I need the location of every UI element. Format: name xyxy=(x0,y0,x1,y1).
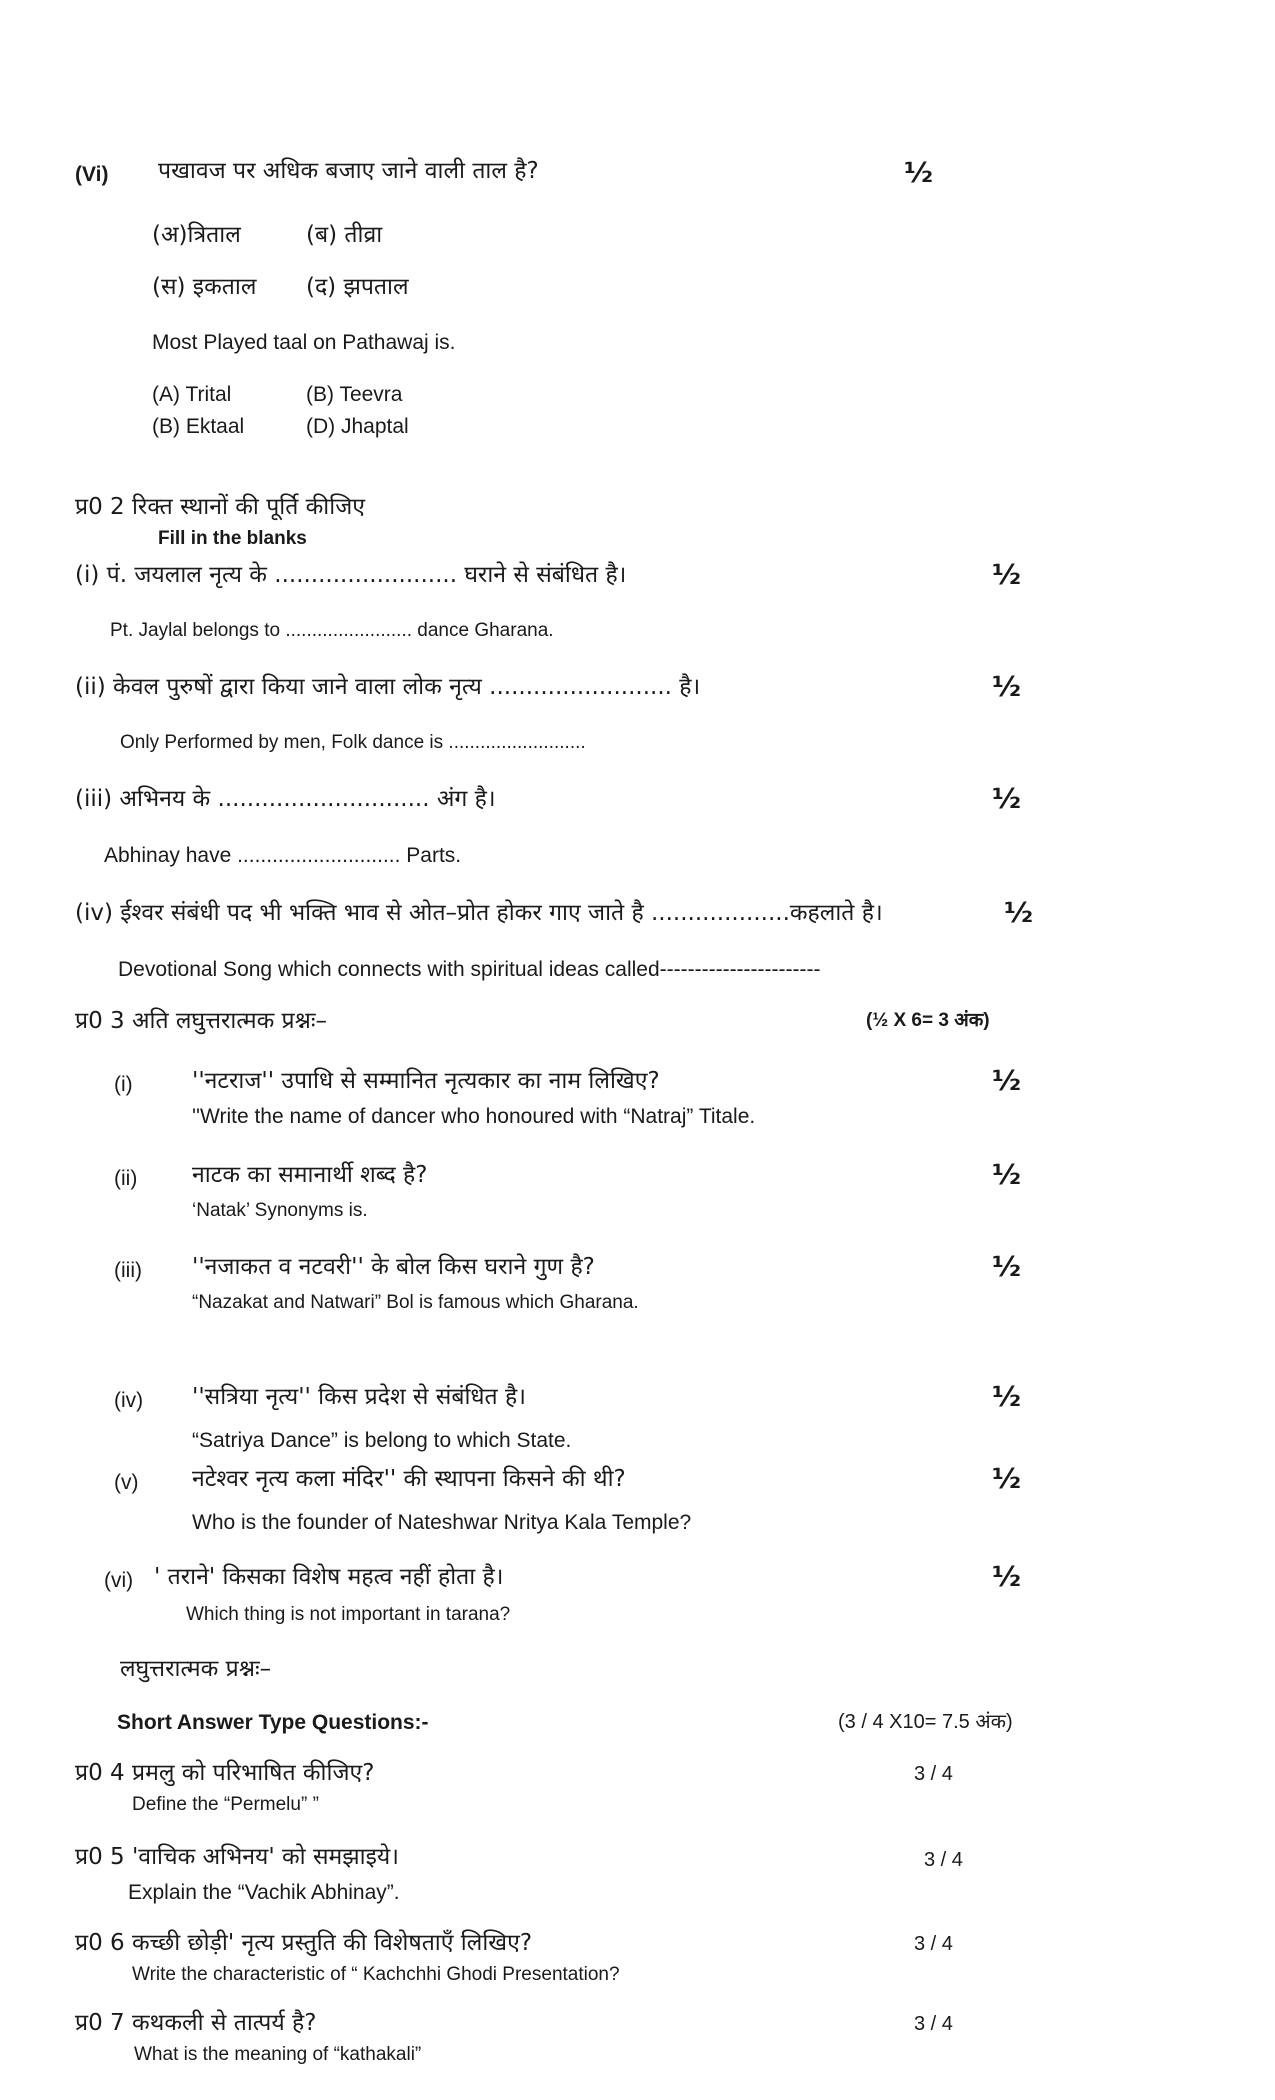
option-b-english: (B) Teevra xyxy=(306,383,403,406)
question-number: (iv) xyxy=(114,1389,144,1412)
blank-question-hindi: (iii) अभिनय के ............................. अंग है। xyxy=(75,786,496,812)
marks: ½ xyxy=(992,1560,1021,1593)
blank-question-hindi: (i) पं. जयलाल नृत्य के ......................... घराने से संबंधित है। xyxy=(75,562,627,588)
marks: ½ xyxy=(1004,896,1033,929)
marks: ½ xyxy=(992,1064,1021,1097)
marks: ½ xyxy=(992,1250,1021,1283)
short-question-hindi: प्र0 4 प्रमलु को परिभाषित कीजिए? xyxy=(75,1760,375,1786)
question-text-english: Which thing is not important in tarana? xyxy=(186,1604,511,1625)
question-text-hindi: ''नटराज'' उपाधि से सम्मानित नृत्यकार का नाम लिखिए? xyxy=(192,1068,660,1094)
question-text-hindi: ' तराने' किसका विशेष महत्व नहीं होता है। xyxy=(154,1564,504,1590)
marks: ½ xyxy=(992,1380,1021,1413)
section-heading-english: Fill in the blanks xyxy=(158,528,307,549)
question-text-hindi: पखावज पर अधिक बजाए जाने वाली ताल है? xyxy=(158,158,539,184)
section-marks: (½ X 6= 3 अंक) xyxy=(866,1010,990,1031)
section-heading-hindi: लघुत्तरात्मक प्रश्नः– xyxy=(120,1656,272,1682)
blank-question-english: Abhinay have ............................ Parts. xyxy=(104,844,462,867)
question-text-english: ''Write the name of dancer who honoured with “Natraj” Titale. xyxy=(192,1105,756,1128)
section-heading-hindi: प्र0 3 अति लघुत्तरात्मक प्रश्नः– xyxy=(75,1008,328,1034)
short-question-english: Write the characteristic of “ Kachchhi Ghodi Presentation? xyxy=(132,1964,620,1985)
question-number: (i) xyxy=(114,1073,133,1096)
blank-question-english: Only Performed by men, Folk dance is .......................... xyxy=(120,732,586,753)
marks: 3 / 4 xyxy=(914,1933,953,1955)
marks: ½ xyxy=(992,1462,1021,1495)
question-number: (ii) xyxy=(114,1167,138,1190)
question-text-english: “Nazakat and Natwari” Bol is famous which Gharana. xyxy=(192,1292,639,1313)
section-heading-hindi: प्र0 2 रिक्त स्थानों की पूर्ति कीजिए xyxy=(75,494,365,520)
question-text-hindi: नटेश्वर नृत्य कला मंदिर'' की स्थापना किसने की थी? xyxy=(192,1466,626,1492)
marks: 3 / 4 xyxy=(924,1849,963,1871)
marks: ½ xyxy=(992,782,1021,815)
question-number: (vi) xyxy=(104,1569,134,1592)
short-question-hindi: प्र0 6 कच्छी छोड़ी' नृत्य प्रस्तुति की विशेषताएँ लिखिए? xyxy=(75,1930,533,1956)
option-c-hindi: (स) इकताल xyxy=(152,274,257,300)
option-a-english: (A) Trital xyxy=(152,383,232,406)
short-question-english: What is the meaning of “kathakali” xyxy=(134,2044,422,2065)
marks: ½ xyxy=(992,670,1021,703)
question-text-english: Most Played taal on Pathawaj is. xyxy=(152,331,456,354)
question-number: (Vi) xyxy=(75,163,109,186)
blank-question-hindi: (iv) ईश्वर संबंधी पद भी भक्ति भाव से ओत–प्रोत होकर गाए जाते है ...................कहलाते है। xyxy=(75,900,883,926)
short-question-english: Define the “Permelu” ” xyxy=(132,1794,319,1815)
question-text-hindi: ''सत्रिया नृत्य'' किस प्रदेश से संबंधित है। xyxy=(192,1384,526,1410)
question-text-english: ‘Natak’ Synonyms is. xyxy=(192,1200,368,1221)
short-question-hindi: प्र0 7 कथकली से तात्पर्य है? xyxy=(75,2010,317,2036)
marks: 3 / 4 xyxy=(914,2013,953,2035)
blank-question-english: Devotional Song which connects with spiritual ideas called----------------------- xyxy=(118,958,821,981)
question-text-hindi: ''नजाकत व नटवरी'' के बोल किस घराने गुण है? xyxy=(192,1254,595,1280)
question-text-english: Who is the founder of Nateshwar Nritya Kala Temple? xyxy=(192,1511,692,1534)
marks: ½ xyxy=(992,558,1021,591)
marks: ½ xyxy=(992,1158,1021,1191)
option-a-hindi: (अ)त्रिताल xyxy=(152,222,241,248)
marks: ½ xyxy=(904,156,933,189)
section-heading-english: Short Answer Type Questions:- xyxy=(117,1711,429,1734)
short-question-hindi: प्र0 5 'वाचिक अभिनय' को समझाइये। xyxy=(75,1844,399,1870)
question-text-hindi: नाटक का समानार्थी शब्द है? xyxy=(192,1162,428,1188)
blank-question-english: Pt. Jaylal belongs to ........................ dance Gharana. xyxy=(110,620,554,641)
marks: 3 / 4 xyxy=(914,1763,953,1785)
question-number: (v) xyxy=(114,1471,139,1494)
option-d-english: (D) Jhaptal xyxy=(306,415,409,438)
question-text-english: “Satriya Dance” is belong to which State. xyxy=(192,1429,572,1452)
option-c-english: (B) Ektaal xyxy=(152,415,245,438)
question-number: (iii) xyxy=(114,1259,142,1282)
option-d-hindi: (द) झपताल xyxy=(306,274,409,300)
blank-question-hindi: (ii) केवल पुरुषों द्वारा किया जाने वाला लोक नृत्य ......................... है। xyxy=(75,674,701,700)
option-b-hindi: (ब) तीव्रा xyxy=(306,222,383,248)
section-marks: (3 / 4 X10= 7.5 अंक) xyxy=(838,1711,1013,1733)
short-question-english: Explain the “Vachik Abhinay”. xyxy=(128,1881,400,1904)
